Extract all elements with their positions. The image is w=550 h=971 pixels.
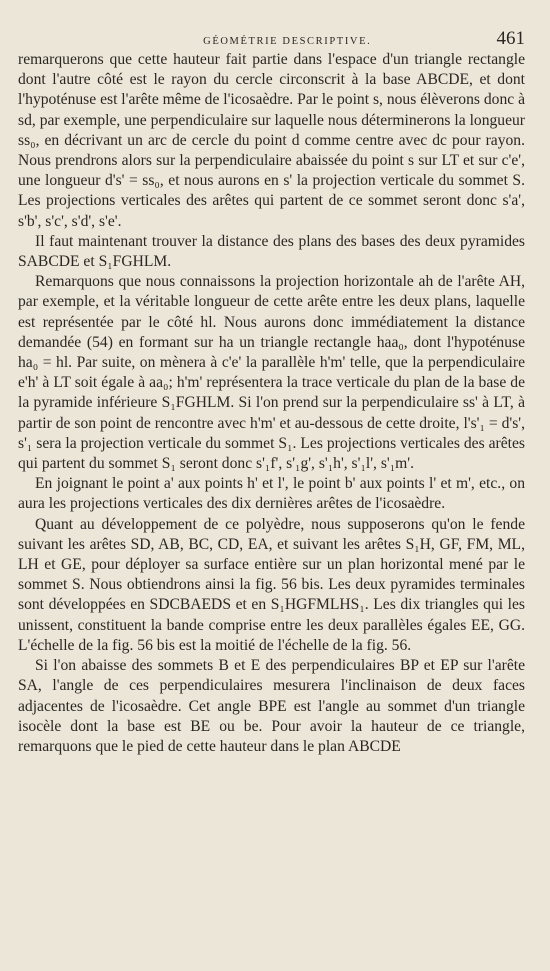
paragraph: En joignant le point a' aux points h' et l', le point b' aux points l' et m', etc., on aura les projections verticales des dix dernières arêtes de l'icosaèdre. (18, 475, 525, 513)
paragraph: Si l'on abaisse des sommets B et E des perpendiculaires BP et EP sur l'arête SA, l'angle de ces perpendiculaires mesurera l'inclinaison de deux faces adjacentes de l'icosaèdre. Cet angle BPE est l'angle au sommet d'un triangle isocèle dont la base est BE ou be. Pour avoir la hauteur de ce triangle, remarquons que le pied de cette hauteur dans le plan ABCDE (18, 657, 525, 755)
paragraph: Il faut maintenant trouver la distance des plans des bases des deux pyramides SABCDE et S₁FGHLM. (18, 232, 525, 271)
page-number: 461 (496, 28, 525, 49)
running-title: GÉOMÉTRIE DESCRIPTIVE. (203, 36, 372, 47)
body-text (18, 50, 525, 757)
paragraph: Remarquons que nous connaissons la projection horizontale ah de l'arête AH, par exemple, et la véritable longueur de cette arête entre les deux plans, laquelle est représentée par le côté hl. Nous aurons donc immédiatement la distance demandée (54) en formant sur ha un triangle rectangle haa₀, dont l'hypoténuse ha₀ = hl. Par suite, on mènera à c'e' la parallèle h'm' telle, que la perpendiculaire e'h' à LT soit égale à aa₀; h'm' représentera la trace verticale du plan de la base de la pyramide inférieure S₁FGHLM. Si l'on prend sur la perpendiculaire ss' à LT, à partir de son point de rencontre avec h'm' et au-dessous de cette droite, l's'₁ = d's', s'₁ sera la projection verticale du sommet S₁. Les projections verticales des arêtes qui partent du sommet S₁ seront donc s'₁f', s'₁g', s'₁h', s'₁l', s'₁m'. (18, 273, 525, 473)
paragraph: Quant au développement de ce polyèdre, nous supposerons qu'on le fende suivant les arêtes SD, AB, BC, CD, EA, et suivant les arêtes S₁H, GF, FM, ML, LH et GE, pour déployer sa surface entière sur un plan horizontal mené par le sommet S. Nous obtiendrons ainsi la fig. 56 bis. Les deux pyramides terminales sont développées en SDCBAEDS et en S₁HGFMLHS₁. Les dix triangles qui les unissent, constituent la bande comprise entre les deux parallèles égales EE, GG. L'échelle de la fig. 56 bis est la moitié de l'échelle de la fig. 56. (18, 515, 525, 654)
paragraph: remarquerons que cette hauteur fait partie dans l'espace d'un triangle rectangle dont l'autre côté est le rayon du cercle circonscrit à la base ABCDE, et dont l'hypoténuse est l'arête même de l'icosaèdre. Par le point s, nous élèverons donc à sd, par exemple, une perpendiculaire sur laquelle nous déterminerons la longueur ss₀, en décrivant un arc de cercle du point d comme centre avec dc pour rayon. Nous prendrons alors sur la perpendiculaire abaissée du point s sur LT et sur c'e', une longueur d's' = ss₀, et nous aurons en s' la projection verticale du sommet S. Les projections verticales des arêtes qui partent de ce sommet seront donc s'a', s'b', s'c', s'd', s'e'. (18, 51, 525, 230)
page-header (18, 28, 525, 50)
